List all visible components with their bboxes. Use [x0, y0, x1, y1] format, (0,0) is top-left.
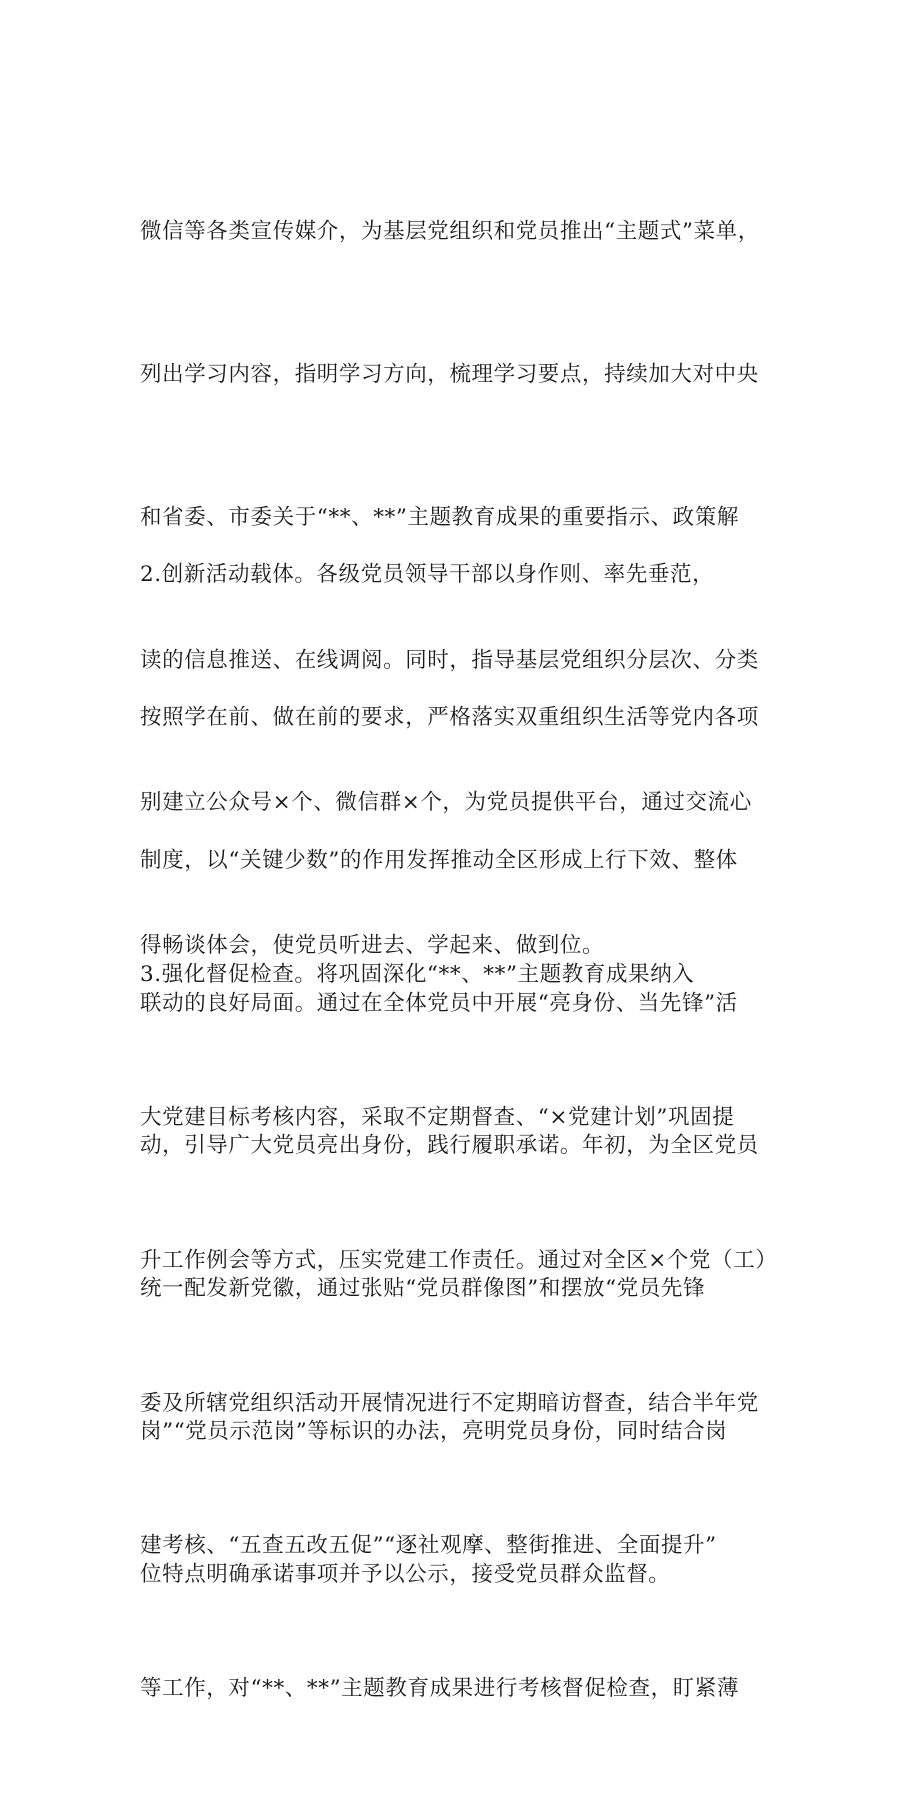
- text-line: 等工作，对“**、**”主题教育成果进行考核督促检查，盯紧薄: [140, 1676, 739, 1702]
- text-line: 岗”“党员示范岗”等标识的办法，亮明党员身份，同时结合岗: [140, 1418, 728, 1444]
- text-line: 2.创新活动载体。各级党员领导干部以身作则、率先垂范，: [140, 562, 715, 588]
- text-line: 3.强化督促检查。将巩固深化“**、**”主题教育成果纳入: [140, 962, 695, 988]
- text-line: 建考核、“五查五改五促”“逐社观摩、整街推进、全面提升”: [140, 1533, 717, 1559]
- text-line: 动，引导广大党员亮出身份，践行履职承诺。年初，为全区党员: [140, 1133, 759, 1159]
- text-line: 统一配发新党徽，通过张贴“党员群像图”和摆放“党员先锋: [140, 1276, 706, 1302]
- text-line: 和省委、市委关于“**、**”主题教育成果的重要指示、政策解: [140, 504, 739, 530]
- text-line: 读的信息推送、在线调阅。同时，指导基层党组织分层次、分类: [140, 647, 759, 673]
- text-line: 按照学在前、做在前的要求，严格落实双重组织生活等党内各项: [140, 704, 759, 730]
- text-line: 大党建目标考核内容，采取不定期督查、“×党建计划”巩固提: [140, 1104, 735, 1130]
- paragraph-strengthen-supervision: [140, 856, 820, 1808]
- text-line: 升工作例会等方式，压实党建工作责任。通过对全区×个党（工）: [140, 1247, 778, 1273]
- text-line: 委及所辖党组织活动开展情况进行不定期暗访督查，结合半年党: [140, 1390, 759, 1416]
- text-line: 微信等各类宣传媒介，为基层党组织和党员推出“主题式”菜单，: [140, 219, 760, 245]
- text-line: 列出学习内容，指明学习方向，梳理学习要点，持续加大对中央: [140, 361, 759, 387]
- text-line: 得畅谈体会，使党员听进去、学起来、做到位。: [140, 933, 605, 959]
- text-line: 别建立公众号×个、微信群×个，为党员提供平台，通过交流心: [140, 790, 752, 816]
- text-line: 制度，以“关键少数”的作用发挥推动全区形成上行下效、整体: [140, 847, 738, 873]
- text-line: 位特点明确承诺事项并予以公示，接受党员群众监督。: [140, 1561, 671, 1587]
- text-line: 联动的良好局面。通过在全体党员中开展“亮身份、当先锋”活: [140, 990, 738, 1016]
